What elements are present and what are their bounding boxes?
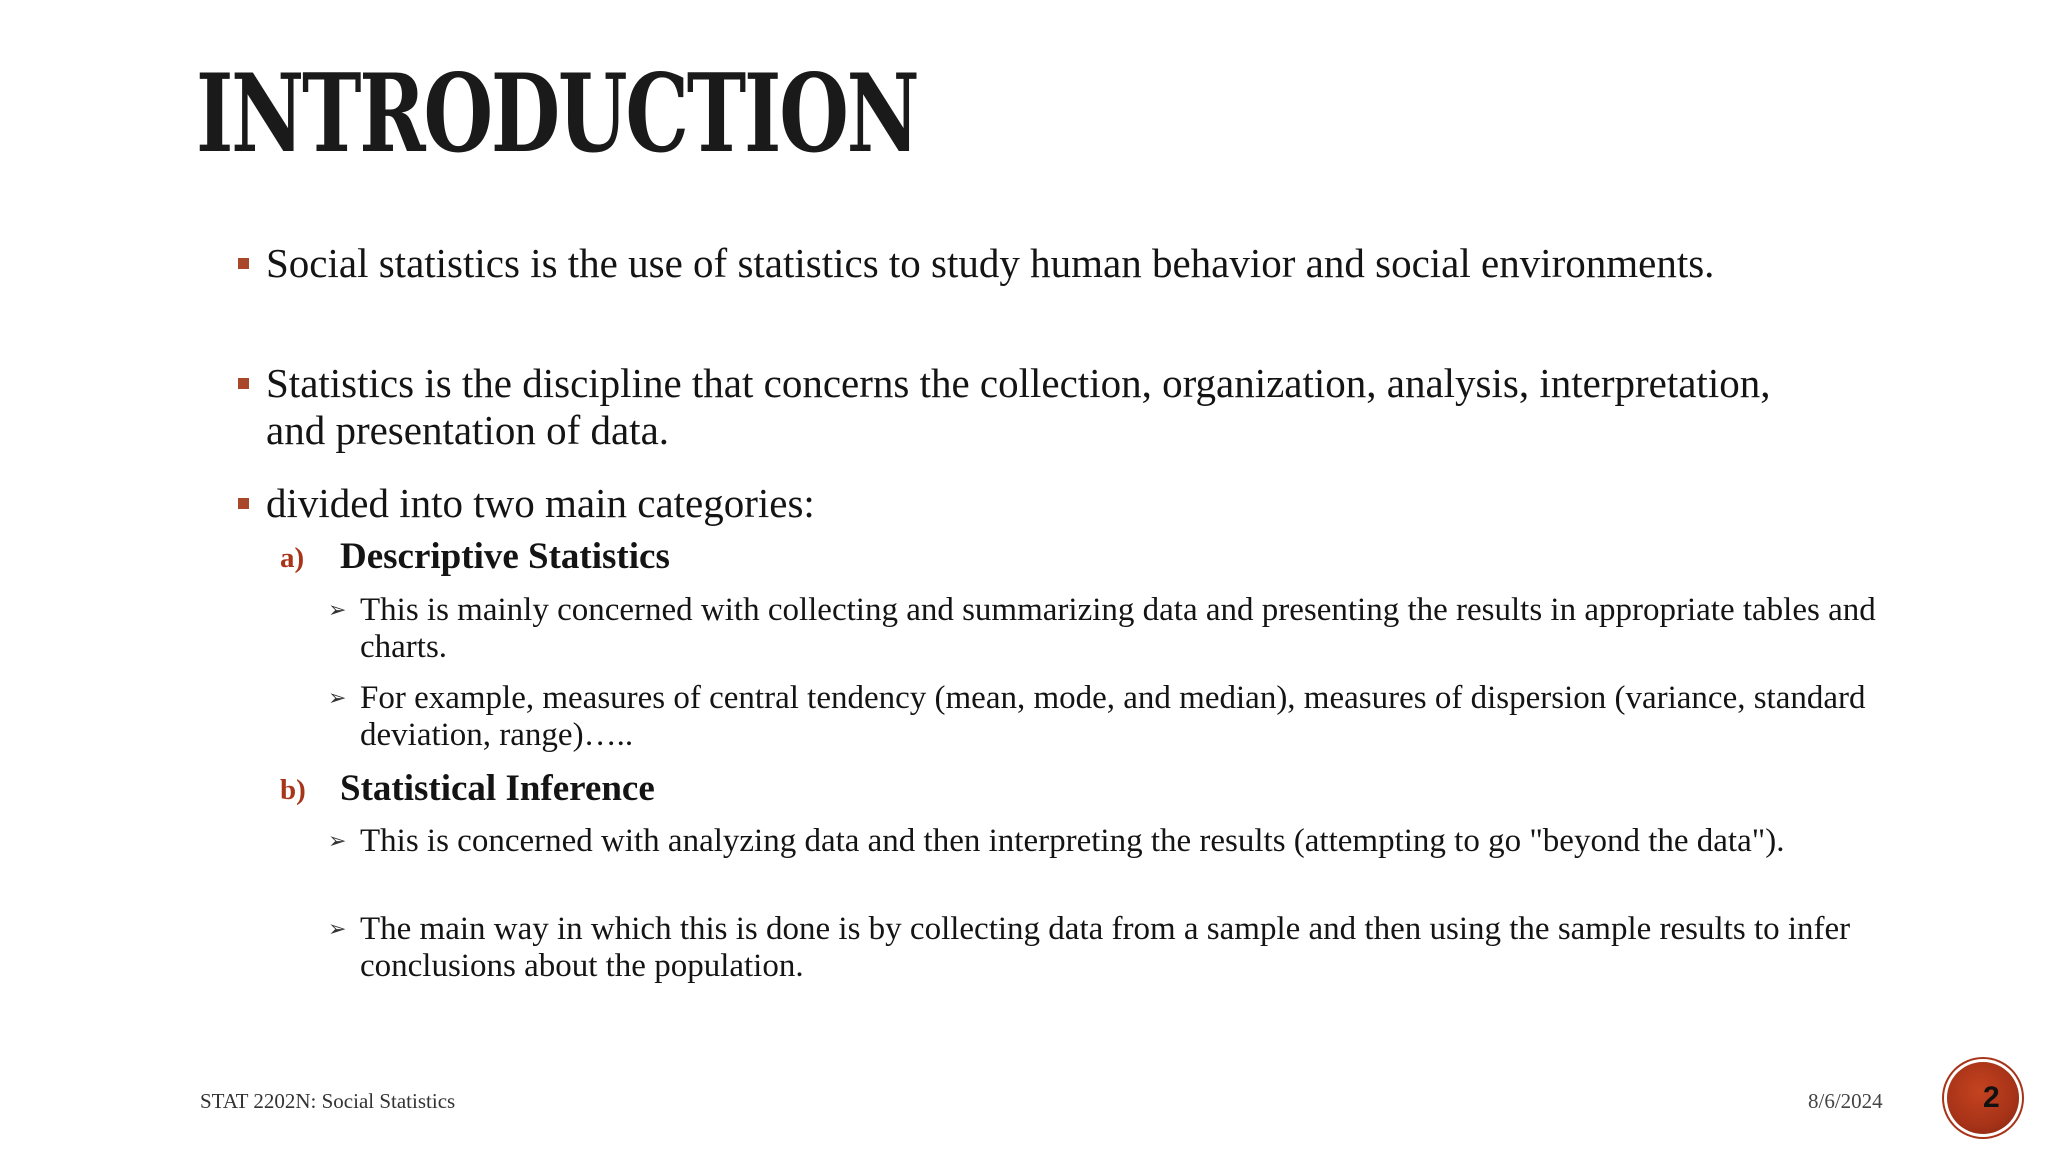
footer-date: 8/6/2024 — [1808, 1089, 1883, 1113]
footer-course: STAT 2202N: Social Statistics — [200, 1089, 456, 1113]
bullet-item: Social statistics is the use of statistics to study human behavior and social environments. — [266, 240, 1715, 286]
arrowhead-bullet-icon: ➢ — [328, 917, 347, 942]
sub-bullet-item: This is mainly concerned with collecting and summarizing data and presenting the results in appropriate tables and charts. — [360, 592, 1876, 665]
sub-bullet-item: This is concerned with analyzing data and then interpreting the results (attempting to go "beyond the data"). — [360, 823, 1785, 859]
sub-bullet-item: The main way in which this is done is by collecting data from a sample and then using the sample results to infer conclusions about the population. — [360, 911, 1851, 984]
square-bullet-icon — [238, 498, 249, 509]
sub-bullet-item: For example, measures of central tendency (mean, mode, and median), measures of dispersion (variance, standard deviation, range)….. — [360, 680, 1866, 753]
arrowhead-bullet-icon: ➢ — [328, 598, 347, 623]
category-marker: b) — [280, 774, 306, 806]
square-bullet-icon — [238, 378, 249, 389]
square-bullet-icon — [238, 258, 249, 269]
arrowhead-bullet-icon: ➢ — [328, 829, 347, 854]
page-number: 2 — [1983, 1081, 2000, 1114]
bullet-item: Statistics is the discipline that concerns the collection, organization, analysis, interpretation, and presentation of data. — [266, 360, 1771, 453]
category-marker: a) — [280, 542, 305, 574]
page-number-badge — [1947, 1062, 2019, 1134]
slide-title: INTRODUCTION — [196, 51, 918, 177]
bullet-item: divided into two main categories: — [266, 480, 815, 526]
arrowhead-bullet-icon: ➢ — [328, 686, 347, 711]
category-heading: Statistical Inference — [340, 768, 655, 809]
category-heading: Descriptive Statistics — [340, 536, 670, 577]
